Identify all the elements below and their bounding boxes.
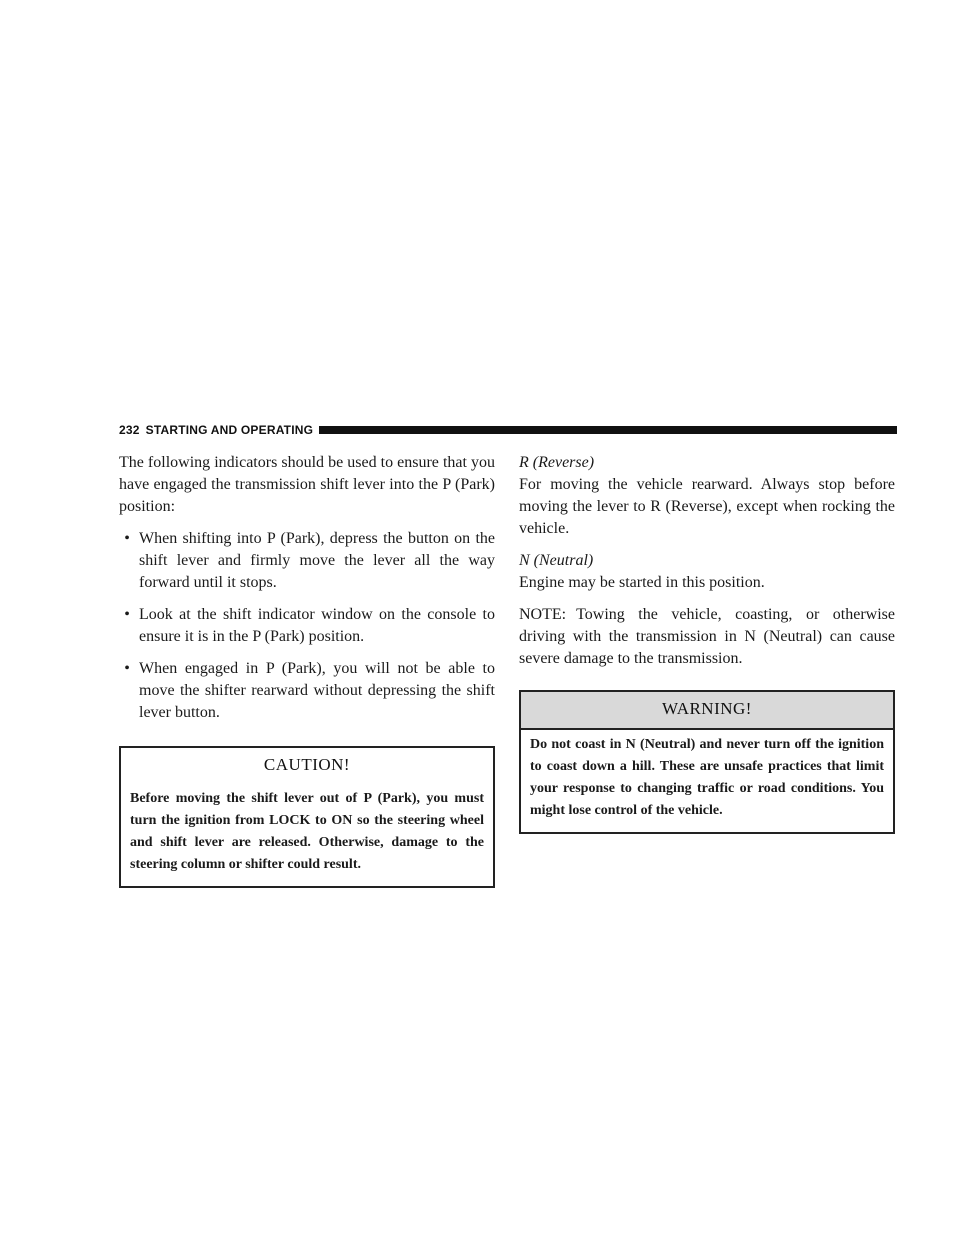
neutral-text: Engine may be started in this position. (519, 574, 765, 591)
indicator-list (119, 528, 495, 724)
page-number: 232 (119, 423, 140, 437)
list-item-text: When engaged in P (Park), you will not be able to move the shifter rearward without depressing the shift lever button. (139, 660, 495, 721)
list-item-text: When shifting into P (Park), depress the button on the shift lever and firmly move the lever all the way forward until it stops. (139, 530, 495, 591)
page-header (119, 422, 897, 438)
note-text: Towing the vehicle, coasting, or otherwise driving with the transmission in N (Neutral) can cause severe damage to the transmission. (519, 606, 895, 667)
caution-title: CAUTION! (263, 755, 351, 774)
note-label: NOTE: (519, 606, 567, 623)
caution-text: Before moving the shift lever out of P (Park), you must turn the ignition from LOCK to ON so the steering wheel and shift lever are released. Otherwise, damage to the steering column or shifter could result. (130, 791, 484, 872)
right-column (519, 452, 895, 834)
list-item-text: Look at the shift indicator window on the console to ensure it is in the P (Park) position. (139, 606, 495, 645)
warning-box (519, 690, 895, 834)
caution-box (119, 746, 495, 888)
section-title: STARTING AND OPERATING (145, 423, 314, 437)
bullet-icon: • (124, 606, 130, 623)
warning-title: WARNING! (521, 692, 893, 730)
warning-text: Do not coast in N (Neutral) and never turn off the ignition to coast down a hill. These are unsafe practices that limit your response to changing traffic or road conditions. You might lose control of the vehicle. (530, 737, 884, 818)
bullet-icon: • (124, 660, 130, 677)
left-column (119, 452, 495, 888)
list-item (119, 604, 495, 648)
reverse-text: For moving the vehicle rearward. Always stop before moving the lever to R (Reverse), except when rocking the vehicle. (519, 476, 895, 537)
reverse-heading: R (Reverse) (519, 454, 595, 471)
list-item (119, 528, 495, 594)
intro-paragraph: The following indicators should be used to ensure that you have engaged the transmission shift lever into the P (Park) position: (119, 454, 495, 515)
neutral-heading: N (Neutral) (519, 552, 594, 569)
note-paragraph (519, 604, 895, 670)
bullet-icon: • (124, 530, 130, 547)
header-text (119, 423, 313, 437)
header-rule (319, 426, 897, 434)
list-item (119, 658, 495, 724)
